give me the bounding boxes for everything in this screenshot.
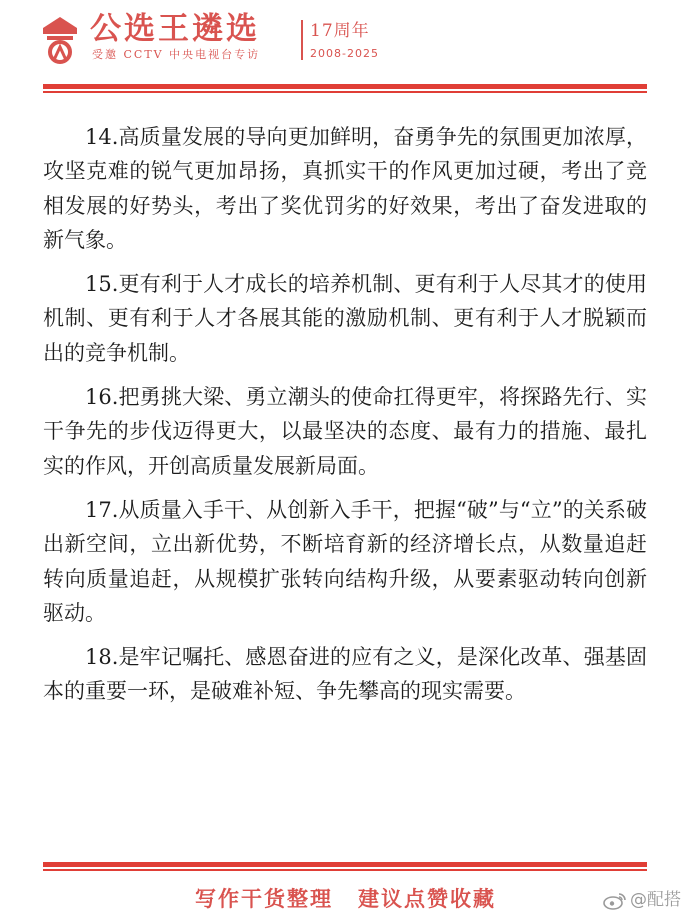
header (0, 0, 690, 80)
brand-subtitle: 受邀 CCTV 中央电视台专访 (92, 48, 261, 61)
anniversary-label: 17周年 (310, 21, 370, 41)
watermark-text: @配搭 (630, 890, 681, 910)
paragraph-16: 16.把勇挑大梁、勇立潮头的使命扛得更牢，将探路先行、实干争先的步伐迈得更大，以最坚决的态度、最有力的措施、最扎实的作风，开创高质量发展新局面。 (43, 385, 647, 478)
header-divider (301, 20, 303, 60)
paragraph-15: 15.更有利于人才成长的培养机制、更有利于人尽其才的使用机制、更有利于人才各展其能的激励机制、更有利于人才脱颖而出的竞争机制。 (43, 272, 647, 365)
paragraph-17: 17.从质量入手干、从创新入手干，把握“破”与“立”的关系破出新空间，立出新优势，不断培育新的经济增长点，从数量追赶转向质量追赶，从规模扩张转向结构升级，从要素驱动转向创新驱动。 (43, 497, 647, 625)
footer-slogan-left: 写作干货整理 (195, 886, 333, 911)
footer-slogan-right: 建议点赞收藏 (358, 886, 496, 911)
top-rule-thick (43, 84, 647, 89)
paragraph-14: 14.高质量发展的导向更加鲜明，奋勇争先的氛围更加浓厚，攻坚克难的锐气更加昂扬，真抓实干的作风更加过硬，考出了竞相发展的好势头，考出了奖优罚劣的好效果，考出了奋发进取的新气象。 (43, 125, 647, 252)
weibo-icon (603, 892, 627, 910)
bottom-rule-thin (43, 869, 647, 871)
top-rule-thin (43, 91, 647, 93)
article-body (43, 120, 647, 719)
brand-title: 公选王遴选 (90, 11, 260, 47)
paragraph-18: 18.是牢记嘱托、感恩奋进的应有之义，是深化改革、强基固本的重要一环，是破难补短、争先攀高的现实需要。 (43, 645, 647, 704)
bottom-rule-thick (43, 862, 647, 867)
logo-icon (40, 14, 80, 66)
anniversary-range: 2008-2025 (310, 47, 379, 60)
